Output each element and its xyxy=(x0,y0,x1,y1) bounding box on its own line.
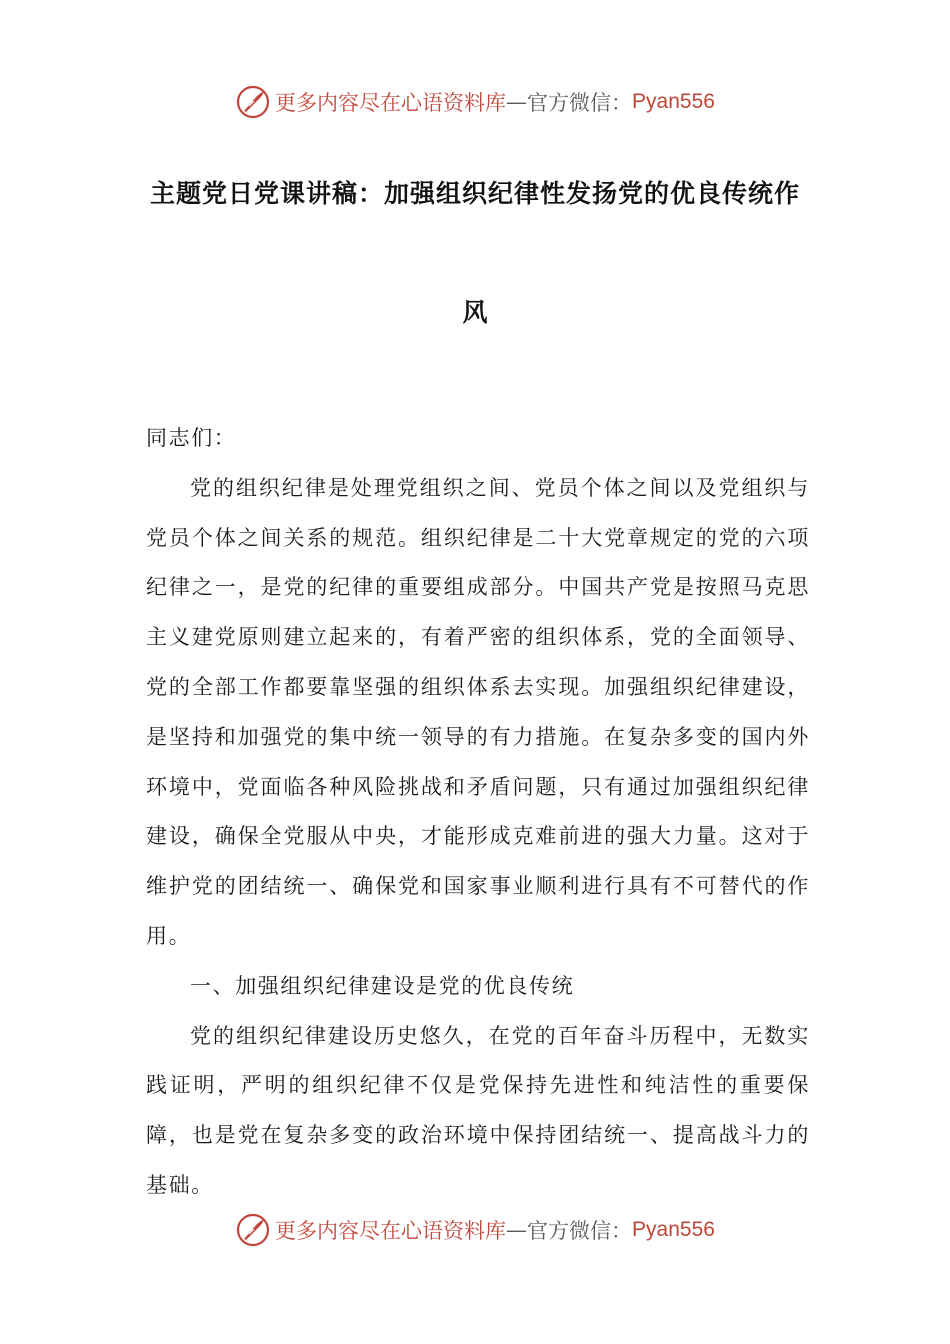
banner-library-text: 更多内容尽在心语资料库 xyxy=(275,91,507,115)
banner-dash: — xyxy=(506,1218,528,1242)
document-title-line2: 风 xyxy=(462,298,488,327)
paragraph-2: 党的组织纪律建设历史悠久，在党的百年奋斗历程中，无数实践证明，严明的组织纪律不仅是党保持先进性和纯洁性的重要保障，也是党在复杂多变的政治环境中保持团结统一、提高战斗力的基础。 xyxy=(146,1023,810,1197)
banner-wechat-id: Pyan556 xyxy=(632,90,715,113)
quill-logo-icon xyxy=(235,84,271,120)
document-body xyxy=(146,414,810,1211)
banner-dash: — xyxy=(506,90,528,114)
section-heading-1: 一、加强组织纪律建设是党的优良传统 xyxy=(190,973,575,998)
banner-official-label: 官方微信： xyxy=(527,1219,633,1243)
header-banner xyxy=(0,80,950,124)
footer-banner xyxy=(0,1208,950,1252)
paragraph-1: 党的组织纪律是处理党组织之间、党员个体之间以及党组织与党员个体之间关系的规范。组织纪律是二十大党章规定的党的六项纪律之一，是党的纪律的重要组成部分。中国共产党是按照马克思主义建党原则建立起来的，有着严密的组织体系，党的全面领导、党的全部工作都要靠坚强的组织体系去实现。加强组织纪律建设，是坚持和加强党的集中统一领导的有力措施。在复杂多变的国内外环境中，党面临各种风险挑战和矛盾问题，只有通过加强组织纪律建设，确保全党服从中央，才能形成克难前进的强大力量。这对于维护党的团结统一、确保党和国家事业顺利进行具有不可替代的作用。 xyxy=(146,475,810,948)
salutation: 同志们： xyxy=(146,426,237,450)
quill-logo-icon xyxy=(235,1212,271,1248)
banner-wechat-id: Pyan556 xyxy=(632,1218,715,1241)
banner-official-label: 官方微信： xyxy=(527,91,633,115)
banner-library-text: 更多内容尽在心语资料库 xyxy=(275,1219,507,1243)
document-title-line1: 主题党日党课讲稿：加强组织纪律性发扬党的优良传统作 xyxy=(149,179,800,208)
